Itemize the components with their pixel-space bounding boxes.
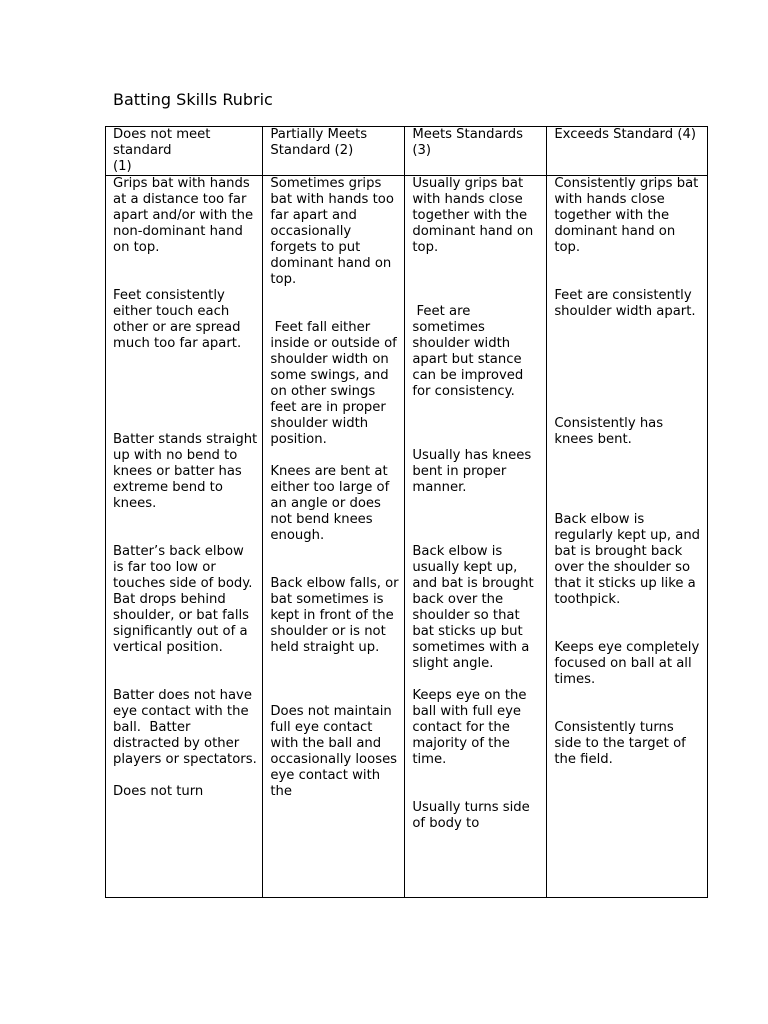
header-exceeds	[547, 127, 708, 176]
rubric-header-row	[106, 127, 708, 176]
header-label: Meets Standards (3)	[412, 127, 528, 158]
rubric-table	[105, 126, 708, 898]
document-title: Batting Skills Rubric	[113, 90, 273, 109]
criteria-text: Grips bat with hands at a distance too far apart and/or with the non-dominant hand on top. Feet consistently either touch each other or are spread much too far apart. Batter stands straight up with no bend to knees or batter has extreme bend to knees. Batter’s back elbow is far too low or touches side of body. Bat drops behind shoulder, or bat falls significantly out of a vertical position. Batter does not have eye contact with the ball. Batter distracted by other players or spectators. Does not turn	[113, 176, 258, 799]
header-label: Does not meet standard (1)	[113, 127, 211, 174]
rubric-criteria-row	[106, 176, 708, 898]
cell-does-not-meet	[106, 176, 263, 898]
header-label: Exceeds Standard (4)	[554, 127, 696, 142]
header-label: Partially Meets Standard (2)	[270, 127, 372, 158]
header-partially-meets	[263, 127, 405, 176]
criteria-text: Sometimes grips bat with hands too far apart and occasionally forgets to put dominant hand on top. Feet fall either inside or outside of shoulder width on some swings, and on other swings feet are in proper shoulder width position. Knees are bent at either too large of an angle or does not bend knees enough. Back elbow falls, or bat sometimes is kept in front of the shoulder or is not held straight up. Does not maintain full eye contact with the ball and occasionally looses eye contact with the	[270, 176, 399, 799]
cell-partially-meets	[263, 176, 405, 898]
header-does-not-meet	[106, 127, 263, 176]
criteria-text: Consistently grips bat with hands close together with the dominant hand on top. Feet are consistently shoulder width apart. Consistently has knees bent. Back elbow is regularly kept up, and bat is brought back over the shoulder so that it sticks up like a toothpick. Keeps eye completely focused on ball at all times. Consistently turns side to the target of the field.	[554, 176, 701, 767]
cell-exceeds	[547, 176, 708, 898]
cell-meets	[405, 176, 547, 898]
header-meets	[405, 127, 547, 176]
criteria-text: Usually grips bat with hands close together with the dominant hand on top. Feet are sometimes shoulder width apart but stance can be improved for consistency. Usually has knees bent in proper manner. Back elbow is usually kept up, and bat is brought back over the shoulder so that bat sticks up but sometimes with a slight angle. Keeps eye on the ball with full eye contact for the majority of the time. Usually turns side of body to	[412, 176, 534, 831]
